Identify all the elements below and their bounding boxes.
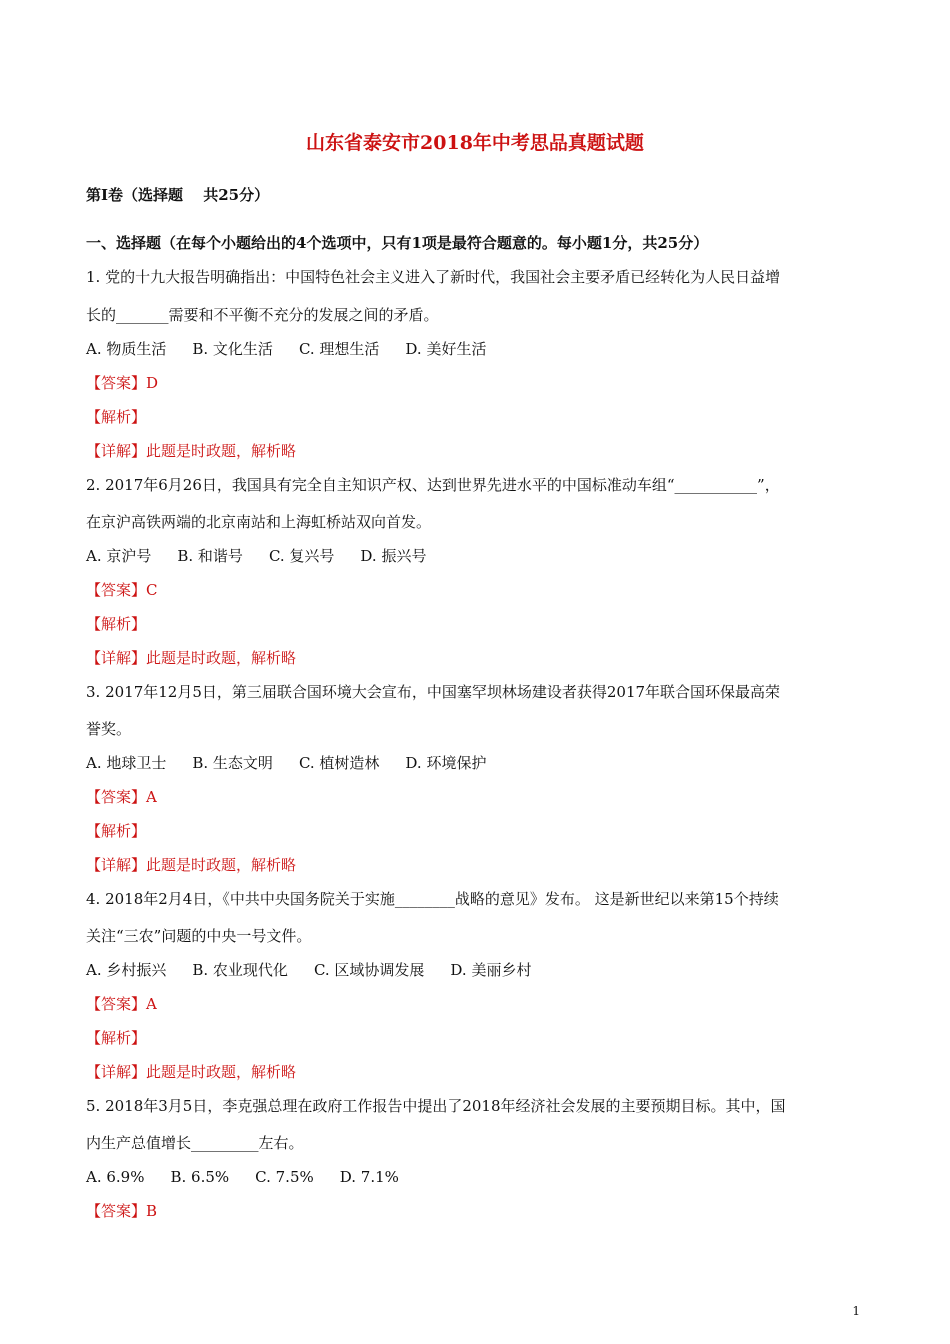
- question-2-line-1: 2. 2017年6月26日，我国具有完全自主知识产权、达到世界先进水平的中国标准动车组“___________”，: [86, 476, 780, 494]
- question-5-options: [86, 1166, 425, 1188]
- question-5-line-2: 内生产总值增长_________左右。: [86, 1134, 304, 1152]
- option-b: B. 生态文明: [192, 754, 273, 772]
- question-3-line-2: 誉奖。: [86, 720, 132, 738]
- question-4-line-2: 关注“三农”问题的中央一号文件。: [86, 927, 312, 945]
- question-2-options: [86, 545, 452, 567]
- question-4-answer: 【答案】A: [86, 995, 157, 1013]
- option-c: C. 植树造林: [298, 754, 380, 772]
- option-a: A. 乡村振兴: [86, 961, 167, 979]
- question-1-answer: 【答案】D: [86, 374, 159, 392]
- instruction-text: 一、选择题（在每个小题给出的4个选项中，只有1项是最符合题意的。每小题1分，共25分）: [86, 234, 709, 252]
- question-3-analysis: 【解析】: [86, 822, 147, 840]
- question-4-detail: 【详解】此题是时政题，解析略: [86, 1063, 297, 1081]
- option-d: D. 振兴号: [360, 547, 427, 565]
- question-4-analysis: 【解析】: [86, 1029, 147, 1047]
- option-b: B. 6.5%: [170, 1168, 230, 1186]
- question-3-detail: 【详解】此题是时政题，解析略: [86, 856, 297, 874]
- section-heading: 第Ⅰ卷（选择题 共25分）: [86, 186, 270, 204]
- question-5-line-1: 5. 2018年3月5日，李克强总理在政府工作报告中提出了2018年经济社会发展的主要预期目标。其中，国: [86, 1097, 786, 1115]
- question-4-line-1: 4. 2018年2月4日，《中共中央国务院关于实施________战略的意见》发布。 这是新世纪以来第15个持续: [86, 890, 779, 908]
- question-3-options: [86, 752, 512, 774]
- question-2-line-2: 在京沪高铁两端的北京南站和上海虹桥站双向首发。: [86, 513, 432, 531]
- option-a: A. 物质生活: [86, 340, 167, 358]
- question-1-detail: 【详解】此题是时政题，解析略: [86, 442, 297, 460]
- question-4-options: [86, 959, 557, 981]
- option-a: A. 京沪号: [86, 547, 152, 565]
- option-d: D. 美好生活: [405, 340, 487, 358]
- option-b: B. 文化生活: [192, 340, 273, 358]
- option-d: D. 环境保护: [405, 754, 487, 772]
- question-1-analysis: 【解析】: [86, 408, 147, 426]
- page-number: 1: [852, 1304, 860, 1318]
- question-2-analysis: 【解析】: [86, 615, 147, 633]
- question-1-line-2: 长的_______需要和不平衡不充分的发展之间的矛盾。: [86, 306, 439, 324]
- option-d: D. 7.1%: [339, 1168, 399, 1186]
- question-3-line-1: 3. 2017年12月5日，第三届联合国环境大会宣布，中国塞罕坝林场建设者获得2017年联合国环保最高荣: [86, 683, 781, 701]
- option-a: A. 地球卫士: [86, 754, 167, 772]
- option-c: C. 理想生活: [298, 340, 380, 358]
- document-title: 山东省泰安市2018年中考思品真题试题: [306, 132, 644, 154]
- option-c: C. 区域协调发展: [313, 961, 425, 979]
- option-b: B. 和谐号: [177, 547, 243, 565]
- option-b: B. 农业现代化: [192, 961, 288, 979]
- question-3-answer: 【答案】A: [86, 788, 157, 806]
- question-2-detail: 【详解】此题是时政题，解析略: [86, 649, 297, 667]
- question-2-answer: 【答案】C: [86, 581, 158, 599]
- question-5-answer: 【答案】B: [86, 1202, 158, 1220]
- option-a: A. 6.9%: [86, 1168, 145, 1186]
- option-c: C. 7.5%: [255, 1168, 314, 1186]
- question-1-options: [86, 338, 512, 360]
- option-d: D. 美丽乡村: [450, 961, 532, 979]
- question-1-line-1: 1. 党的十九大报告明确指出：中国特色社会主义进入了新时代，我国社会主要矛盾已经转化为人民日益增: [86, 268, 781, 286]
- option-c: C. 复兴号: [268, 547, 335, 565]
